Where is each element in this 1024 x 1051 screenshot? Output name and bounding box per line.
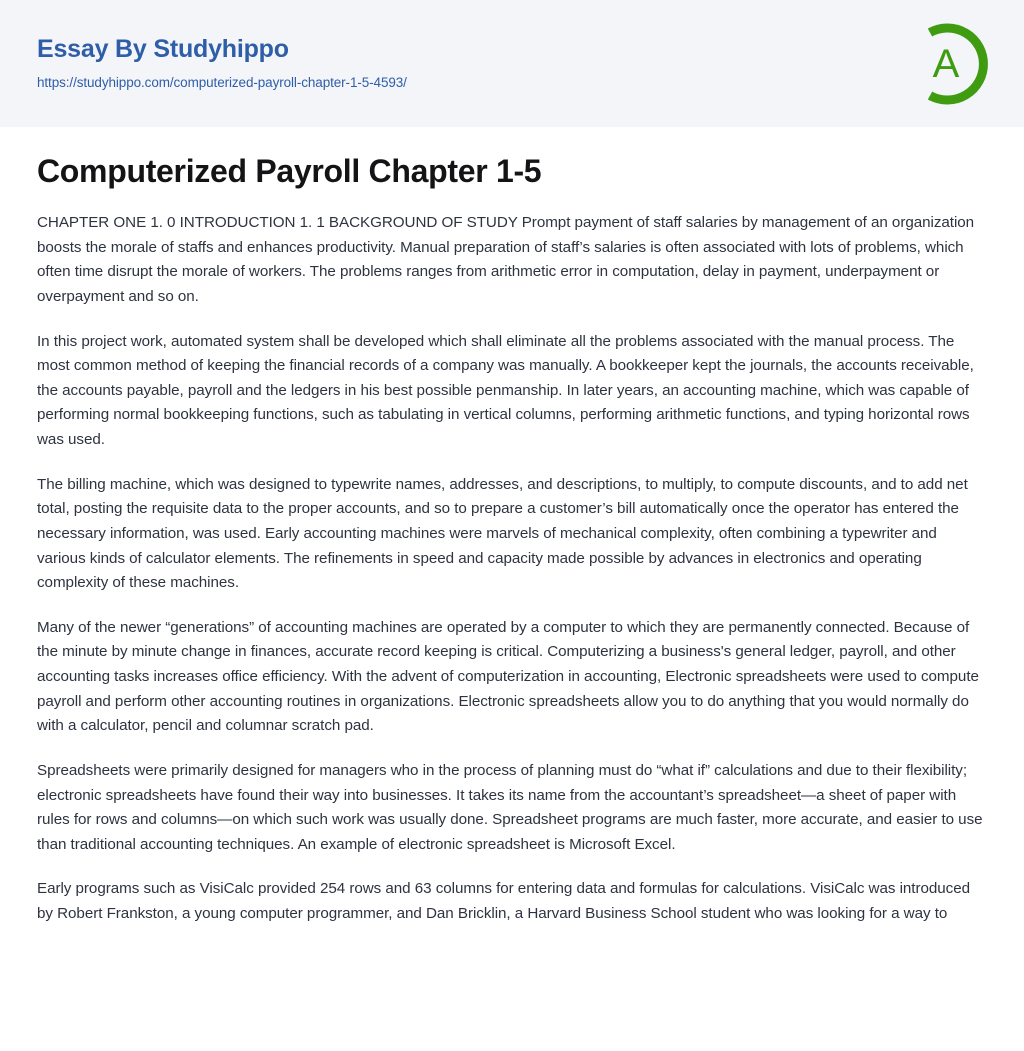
article-paragraph: CHAPTER ONE 1. 0 INTRODUCTION 1. 1 BACKGROUND OF STUDY Prompt payment of staff salaries by management of an organization boosts the morale of staffs and enhances productivity. Manual preparation of staff’s salaries is often associated with lots of problems, which often time disrupt the morale of workers. The problems ranges from arithmetic error in computation, delay in payment, underpayment or overpayment and so on. (37, 214, 975, 305)
site-title: Essay By Studyhippo (37, 34, 289, 63)
article-container (0, 127, 1024, 927)
arc-letter-a-logo-icon (906, 22, 990, 106)
article-paragraph: Many of the newer “generations” of accounting machines are operated by a computer to which they are permanently connected. Because of the minute by minute change in finances, accurate record keeping is critical. Computerizing a business's general ledger, payroll, and other accounting tasks increases office efficiency. With the advent of computerization in accounting, Electronic spreadsheets were used to compute payroll and perform other accounting routines in organizations. Electronic spreadsheets allow you to do anything that you would normally do with a calculator, pencil and columnar scratch pad. (37, 618, 979, 735)
article-paragraph: In this project work, automated system shall be developed which shall eliminate all the problems associated with the manual process. The most common method of keeping the financial records of a company was manually. A bookkeeper kept the journals, the accounts receivable, the accounts payable, payroll and the ledgers in his best possible penmanship. In later years, an accounting machine, which was capable of performing normal bookkeeping functions, such as tabulating in vertical columns, performing arithmetic functions, and typing horizontal rows was used. (37, 332, 974, 448)
site-header (0, 0, 1024, 127)
article-paragraph: Early programs such as VisiCalc provided 254 rows and 63 columns for entering data and formulas for calculations. VisiCalc was introduced by Robert Frankston, a young computer programmer, and Dan Bricklin, a Harvard Business School student who was looking for a way to (37, 880, 970, 922)
article-paragraph: Spreadsheets were primarily designed for managers who in the process of planning must do “what if” calculations and due to their flexibility; electronic spreadsheets have found their way into businesses. It takes its name from the accountant’s spreadsheet—a sheet of paper with rules for rows and columns—on which such work was usually done. Spreadsheet programs are much faster, more accurate, and easier to use than traditional accounting techniques. An example of electronic spreadsheet is Microsoft Excel. (37, 761, 983, 853)
source-url-link[interactable]: https://studyhippo.com/computerized-payroll-chapter-1-5-4593/ (37, 75, 407, 91)
page-title: Computerized Payroll Chapter 1-5 (37, 153, 542, 189)
article-paragraph: The billing machine, which was designed to typewrite names, addresses, and descriptions, to multiply, to compute discounts, and to add net total, posting the requisite data to the proper accounts, and so to prepare a customer’s bill automatically once the operator has entered the necessary information, was used. Early accounting machines were marvels of mechanical complexity, often combining a typewriter and various kinds of calculator elements. The refinements in speed and capacity made possible by advances in electronics and operating complexity of these machines. (37, 475, 968, 592)
logo-letter: A (932, 41, 960, 86)
article-body (37, 211, 987, 927)
header-text-block (37, 36, 407, 91)
site-logo[interactable] (906, 22, 990, 106)
